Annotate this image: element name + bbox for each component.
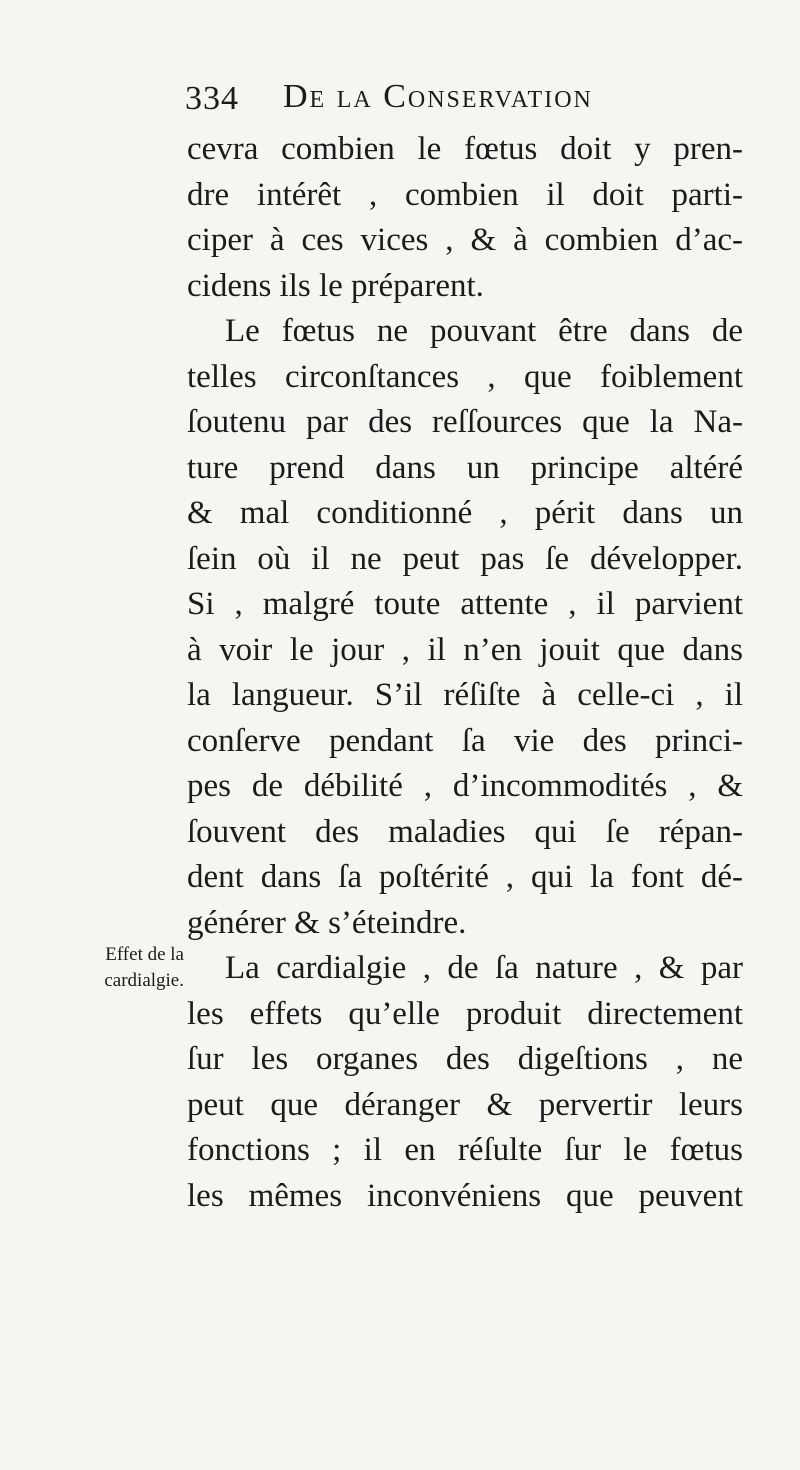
text-line: à voir le jour , il n’en jouit que dans bbox=[187, 631, 743, 668]
paragraph-start-line: La cardialgie , de ſa nature , & par bbox=[225, 950, 743, 986]
text-line: cevra combien le fœtus doit y pren- bbox=[187, 131, 743, 167]
margin-note bbox=[34, 942, 184, 994]
text-line: ſur les organes des digeſtions , ne bbox=[187, 1041, 743, 1077]
body-text bbox=[187, 127, 743, 1219]
running-head bbox=[185, 74, 745, 118]
text-line: dent dans ſa poſtérité , qui la font dé- bbox=[187, 859, 743, 895]
text-line: peut que déranger & pervertir leurs bbox=[187, 1086, 743, 1123]
margin-note-line: Effet de la bbox=[105, 944, 184, 965]
text-line: & mal conditionné , périt dans un bbox=[187, 495, 743, 531]
text-line: la langueur. S’il réſiſte à celle-ci , il bbox=[187, 677, 743, 713]
text-line: générer & s’éteindre. bbox=[187, 904, 467, 941]
text-line: dre intérêt , combien il doit parti- bbox=[187, 176, 743, 213]
text-line: ſoutenu par des reſſources que la Na- bbox=[187, 404, 743, 440]
text-line: ſein où il ne peut pas ſe développer. bbox=[187, 540, 743, 577]
paragraph-start-line: Le fœtus ne pouvant être dans de bbox=[225, 313, 743, 349]
text-line: cidens ils le préparent. bbox=[187, 267, 484, 304]
text-line: ſouvent des maladies qui ſe répan- bbox=[187, 813, 743, 850]
text-line: ture prend dans un principe altéré bbox=[187, 449, 743, 486]
text-line: les mêmes inconvéniens que peuvent bbox=[187, 1177, 743, 1214]
text-line: conſerve pendant ſa vie des princi- bbox=[187, 722, 743, 759]
page-number: 334 bbox=[185, 80, 239, 117]
text-line: telles circonſtances , que foiblement bbox=[187, 358, 743, 395]
text-line: pes de débilité , d’incommodités , & bbox=[187, 768, 743, 804]
text-line: ciper à ces vices , & à combien d’ac- bbox=[187, 222, 743, 258]
text-line: les effets qu’elle produit directement bbox=[187, 995, 743, 1032]
margin-note-line: cardialgie. bbox=[104, 970, 184, 991]
running-head-title: De la Conservation bbox=[283, 78, 593, 115]
text-line: fonctions ; il en réſulte ſur le fœtus bbox=[187, 1132, 743, 1168]
text-line: Si , malgré toute attente , il parvient bbox=[187, 586, 743, 622]
